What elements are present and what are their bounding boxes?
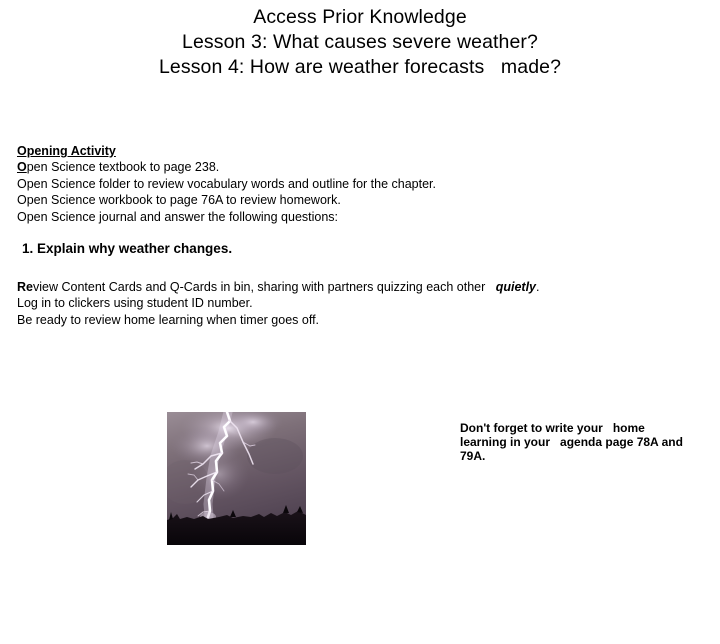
opening-activity-item-1-rest: pen Science textbook to page 238.	[26, 160, 220, 175]
review-line-1-end: .	[536, 280, 540, 294]
opening-activity-item-4: Open Science journal and answer the following questions:	[17, 209, 339, 224]
question-block	[22, 240, 682, 258]
review-line-2: Log in to clickers using student ID number.	[17, 296, 253, 311]
review-block	[17, 279, 707, 328]
slide-title	[0, 5, 720, 80]
title-line-3: Lesson 4: How are weather forecasts made?	[158, 56, 562, 78]
opening-activity-heading	[17, 143, 677, 159]
title-line-1: Access Prior Knowledge	[253, 6, 467, 28]
opening-activity-item-1	[17, 159, 677, 175]
review-line-1	[17, 279, 707, 295]
lightning-photo-graphic	[167, 412, 306, 545]
homework-reminder-line-3: 79A.	[460, 449, 486, 464]
opening-activity-block	[17, 143, 677, 225]
lightning-photo	[167, 412, 306, 545]
homework-reminder-line-2: learning in your agenda page 78A and	[460, 435, 683, 450]
opening-activity-item-3: Open Science workbook to page 76A to review homework.	[17, 193, 341, 208]
opening-activity-item-1-lead: O	[17, 160, 27, 175]
question-text: 1. Explain why weather changes.	[22, 241, 233, 256]
homework-reminder-line-1: Don't forget to write your home	[460, 421, 645, 435]
opening-activity-item-2: Open Science folder to review vocabulary words and outline for the chapter.	[17, 176, 436, 191]
review-line-1-mid: view Content Cards and Q-Cards in bin, sharing with partners quizzing each other	[32, 280, 496, 294]
title-line-2: Lesson 3: What causes severe weather?	[182, 31, 538, 53]
review-line-1-emphasis: quietly	[495, 280, 537, 294]
review-line-1-lead: Re	[17, 280, 33, 294]
opening-activity-heading-text: Opening Activity	[17, 144, 116, 158]
homework-reminder-note	[460, 421, 700, 464]
review-line-3: Be ready to review home learning when timer goes off.	[17, 312, 320, 327]
